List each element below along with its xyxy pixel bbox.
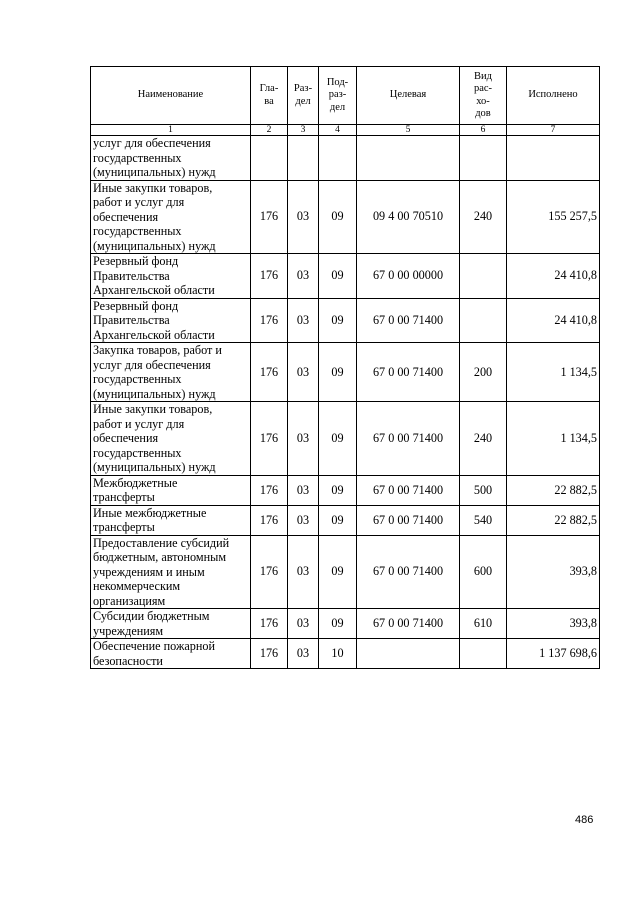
cell-razdel: 03: [288, 475, 319, 505]
header-glava: Гла- ва: [251, 67, 288, 125]
cell-amount: 24 410,8: [507, 298, 600, 343]
cell-vid: 600: [460, 535, 507, 609]
column-number: 5: [357, 125, 460, 136]
cell-target: 67 0 00 71400: [357, 402, 460, 476]
cell-podrazdel: 09: [319, 609, 357, 639]
cell-name: Резервный фонд Правительства Архангельской области: [91, 254, 251, 299]
cell-vid: 500: [460, 475, 507, 505]
cell-podrazdel: 09: [319, 505, 357, 535]
table-row: [91, 298, 600, 343]
cell-vid: 240: [460, 402, 507, 476]
cell-podrazdel: 09: [319, 180, 357, 254]
cell-razdel: 03: [288, 298, 319, 343]
cell-amount: 22 882,5: [507, 505, 600, 535]
header-razdel: Раз- дел: [288, 67, 319, 125]
cell-glava: 176: [251, 343, 288, 402]
cell-razdel: 03: [288, 535, 319, 609]
cell-target: [357, 639, 460, 669]
cell-razdel: 03: [288, 402, 319, 476]
cell-target: 67 0 00 71400: [357, 475, 460, 505]
cell-name: Резервный фонд Правительства Архангельской области: [91, 298, 251, 343]
cell-amount: 1 134,5: [507, 402, 600, 476]
cell-amount: [507, 136, 600, 181]
cell-amount: 393,8: [507, 609, 600, 639]
cell-target: 67 0 00 71400: [357, 609, 460, 639]
table-row: [91, 535, 600, 609]
budget-table: [90, 66, 600, 669]
cell-target: 67 0 00 71400: [357, 535, 460, 609]
cell-name: Обеспечение пожарной безопасности: [91, 639, 251, 669]
table-row: [91, 609, 600, 639]
table-row: [91, 180, 600, 254]
column-number: 3: [288, 125, 319, 136]
column-number: 2: [251, 125, 288, 136]
header-name: Наименование: [91, 67, 251, 125]
cell-podrazdel: [319, 136, 357, 181]
cell-glava: 176: [251, 505, 288, 535]
cell-vid: 610: [460, 609, 507, 639]
cell-podrazdel: 09: [319, 402, 357, 476]
cell-vid: [460, 298, 507, 343]
cell-glava: 176: [251, 475, 288, 505]
cell-target: 67 0 00 71400: [357, 343, 460, 402]
cell-name: услуг для обеспечения государственных (муниципальных) нужд: [91, 136, 251, 181]
table-row: [91, 475, 600, 505]
cell-razdel: 03: [288, 609, 319, 639]
cell-glava: 176: [251, 254, 288, 299]
cell-target: 67 0 00 71400: [357, 298, 460, 343]
cell-target: [357, 136, 460, 181]
header-amount: Исполнено: [507, 67, 600, 125]
page-number: 486: [575, 814, 594, 826]
cell-target: 67 0 00 00000: [357, 254, 460, 299]
cell-glava: 176: [251, 535, 288, 609]
cell-podrazdel: 09: [319, 343, 357, 402]
cell-amount: 1 134,5: [507, 343, 600, 402]
cell-razdel: 03: [288, 254, 319, 299]
cell-podrazdel: 10: [319, 639, 357, 669]
column-number: 4: [319, 125, 357, 136]
cell-podrazdel: 09: [319, 298, 357, 343]
table-body: [91, 136, 600, 669]
cell-amount: 22 882,5: [507, 475, 600, 505]
cell-name: Иные межбюджетные трансферты: [91, 505, 251, 535]
column-number: 6: [460, 125, 507, 136]
header-row: [91, 67, 600, 125]
cell-name: Иные закупки товаров, работ и услуг для обеспечения государственных (муниципальных) нужд: [91, 402, 251, 476]
table-row: [91, 254, 600, 299]
table-row: [91, 639, 600, 669]
cell-amount: 24 410,8: [507, 254, 600, 299]
cell-glava: 176: [251, 609, 288, 639]
cell-razdel: 03: [288, 180, 319, 254]
cell-target: 09 4 00 70510: [357, 180, 460, 254]
cell-glava: 176: [251, 402, 288, 476]
cell-razdel: 03: [288, 505, 319, 535]
column-number: 7: [507, 125, 600, 136]
header-target: Целевая: [357, 67, 460, 125]
cell-name: Субсидии бюджетным учреждениям: [91, 609, 251, 639]
cell-vid: 540: [460, 505, 507, 535]
cell-vid: [460, 254, 507, 299]
table-row: [91, 505, 600, 535]
cell-vid: 240: [460, 180, 507, 254]
cell-vid: [460, 639, 507, 669]
column-number-row: [91, 125, 600, 136]
header-podrazdel: Под- раз- дел: [319, 67, 357, 125]
cell-name: Закупка товаров, работ и услуг для обеспечения государственных (муниципальных) нужд: [91, 343, 251, 402]
table-row: [91, 136, 600, 181]
header-vid: Вид рас- хо- дов: [460, 67, 507, 125]
table-row: [91, 402, 600, 476]
cell-razdel: 03: [288, 343, 319, 402]
cell-name: Предоставление субсидий бюджетным, автономным учреждениям и иным некоммерческим организациям: [91, 535, 251, 609]
column-number: 1: [91, 125, 251, 136]
cell-glava: [251, 136, 288, 181]
table-row: [91, 343, 600, 402]
cell-podrazdel: 09: [319, 254, 357, 299]
cell-podrazdel: 09: [319, 535, 357, 609]
cell-amount: 393,8: [507, 535, 600, 609]
cell-target: 67 0 00 71400: [357, 505, 460, 535]
cell-razdel: 03: [288, 639, 319, 669]
cell-amount: 155 257,5: [507, 180, 600, 254]
cell-podrazdel: 09: [319, 475, 357, 505]
cell-vid: [460, 136, 507, 181]
cell-amount: 1 137 698,6: [507, 639, 600, 669]
cell-name: Иные закупки товаров, работ и услуг для обеспечения государственных (муниципальных) нужд: [91, 180, 251, 254]
cell-vid: 200: [460, 343, 507, 402]
cell-glava: 176: [251, 639, 288, 669]
cell-glava: 176: [251, 298, 288, 343]
cell-razdel: [288, 136, 319, 181]
cell-glava: 176: [251, 180, 288, 254]
cell-name: Межбюджетные трансферты: [91, 475, 251, 505]
